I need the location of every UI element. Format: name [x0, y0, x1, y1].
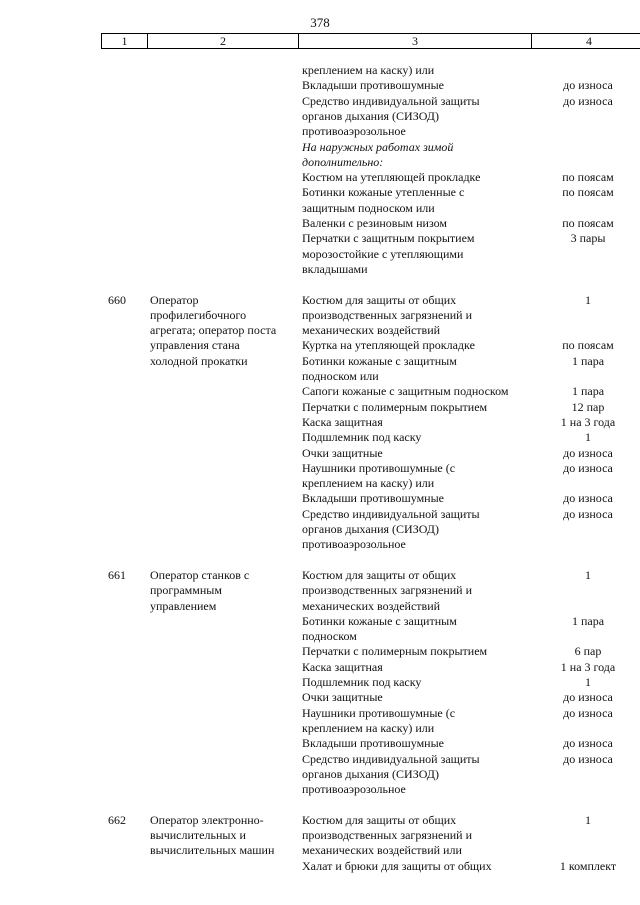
entry-number: 660	[108, 292, 126, 307]
issue-norm: 6 пар	[574, 644, 602, 659]
header-col-4: 4	[531, 33, 640, 49]
ppe-item: защитным подноском или	[302, 200, 435, 215]
ppe-item: дополнительно:	[302, 154, 384, 169]
profession-name: холодной прокатки	[150, 353, 248, 368]
ppe-item: Вкладыши противошумные	[302, 491, 444, 506]
ppe-item: Каска защитная	[302, 659, 383, 674]
ppe-item: креплением на каску) или	[302, 720, 435, 735]
ppe-item: Ботинки кожаные утепленные с	[302, 185, 465, 200]
ppe-item: Вкладыши противошумные	[302, 736, 444, 751]
ppe-item: Очки защитные	[302, 690, 383, 705]
ppe-item: Костюм для защиты от общих	[302, 292, 457, 307]
issue-norm: по поясам	[562, 338, 614, 353]
issue-norm: до износа	[563, 93, 613, 108]
issue-norm: 3 пары	[570, 231, 606, 246]
issue-norm: до износа	[563, 736, 613, 751]
profession-name: Оператор	[150, 292, 199, 307]
profession-name: профилегибочного	[150, 307, 247, 322]
profession-name: управлением	[150, 598, 217, 613]
issue-norm: 1 комплект	[559, 858, 617, 873]
issue-norm: до износа	[563, 751, 613, 766]
ppe-item: Халат и брюки для защиты от общих	[302, 858, 492, 873]
issue-norm: 1	[585, 292, 591, 307]
ppe-item: противоаэрозольное	[302, 537, 406, 552]
ppe-item: производственных загрязнений и	[302, 828, 473, 842]
issue-norm: 1	[585, 430, 591, 445]
ppe-item: Валенки с резиновым низом	[302, 216, 448, 230]
issue-norm: 1	[585, 812, 591, 827]
ppe-item: Ботинки кожаные с защитным	[302, 613, 457, 628]
header-col-3: 3	[298, 33, 531, 49]
ppe-item: морозостойкие с утепляющими	[302, 246, 464, 261]
ppe-item: производственных загрязнений и	[302, 583, 473, 598]
issue-norm: по поясам	[562, 216, 614, 230]
ppe-item: креплением на каску) или	[302, 63, 435, 77]
ppe-item: Куртка на утепляющей прокладке	[302, 338, 475, 353]
ppe-item: Перчатки с защитным покрытием	[302, 231, 475, 246]
issue-norm: до износа	[563, 506, 613, 521]
ppe-item: подноском или	[302, 369, 379, 383]
profession-name: вычислительных машин	[150, 843, 275, 858]
ppe-item: Средство индивидуальной защиты	[302, 93, 480, 108]
issue-norm: до износа	[563, 690, 613, 705]
ppe-item: органов дыхания (СИЗОД)	[302, 522, 439, 536]
ppe-item: Вкладыши противошумные	[302, 78, 444, 93]
ppe-item: Сапоги кожаные с защитным подноском	[302, 384, 509, 399]
ppe-item: Очки защитные	[302, 445, 383, 460]
issue-norm: 12 пар	[571, 399, 605, 414]
ppe-item: Ботинки кожаные с защитным	[302, 353, 457, 368]
profession-name: управления стана	[150, 338, 240, 353]
ppe-item: Наушники противошумные (с	[302, 705, 456, 720]
issue-norm: до износа	[563, 78, 613, 93]
page-number: 378	[310, 15, 330, 30]
ppe-item: Средство индивидуальной защиты	[302, 506, 480, 521]
ppe-item: органов дыхания (СИЗОД)	[302, 108, 439, 123]
ppe-item: Подшлемник под каску	[302, 675, 422, 689]
ppe-item: производственных загрязнений и	[302, 307, 473, 322]
issue-norm: 1 пара	[571, 384, 605, 399]
ppe-item: Каска защитная	[302, 414, 383, 429]
header-col-2: 2	[147, 33, 298, 49]
ppe-item: механических воздействий	[302, 598, 441, 613]
issue-norm: до износа	[563, 491, 613, 506]
ppe-item: подноском	[302, 629, 357, 644]
ppe-item: креплением на каску) или	[302, 476, 435, 491]
ppe-item: противоаэрозольное	[302, 782, 406, 797]
issue-norm: 1 пара	[571, 353, 605, 368]
issue-norm: до износа	[563, 445, 613, 460]
header-col-1: 1	[101, 33, 147, 49]
profession-name: вычислительных и	[150, 828, 246, 842]
issue-norm: до износа	[563, 705, 613, 720]
issue-norm: по поясам	[562, 185, 614, 200]
issue-norm: 1 на 3 года	[560, 414, 616, 429]
ppe-item: органов дыхания (СИЗОД)	[302, 766, 439, 781]
entry-number: 662	[108, 812, 126, 827]
ppe-item: Перчатки с полимерным покрытием	[302, 399, 488, 414]
issue-norm: 1	[585, 567, 591, 582]
ppe-item: Подшлемник под каску	[302, 430, 422, 445]
issue-norm: 1 пара	[571, 613, 605, 628]
profession-name: агрегата; оператор поста	[150, 323, 277, 338]
profession-name: Оператор станков с	[150, 567, 250, 582]
entry-number: 661	[108, 567, 126, 582]
ppe-item: Наушники противошумные (с	[302, 460, 456, 475]
ppe-item: Костюм на утепляющей прокладке	[302, 170, 481, 185]
ppe-item: противоаэрозольное	[302, 124, 406, 139]
ppe-item: Костюм для защиты от общих	[302, 567, 457, 582]
ppe-item: Средство индивидуальной защиты	[302, 751, 480, 766]
issue-norm: 1	[585, 675, 591, 689]
ppe-item: механических воздействий или	[302, 843, 462, 858]
profession-name: программным	[150, 583, 222, 598]
ppe-item: механических воздействий	[302, 323, 441, 338]
issue-norm: до износа	[563, 460, 613, 475]
ppe-item: Костюм для защиты от общих	[302, 812, 457, 827]
ppe-item: вкладышами	[302, 261, 368, 276]
issue-norm: по поясам	[562, 170, 614, 185]
ppe-item: На наружных работах зимой	[302, 139, 454, 154]
issue-norm: 1 на 3 года	[560, 659, 616, 674]
ppe-item: Перчатки с полимерным покрытием	[302, 644, 488, 659]
profession-name: Оператор электронно-	[150, 812, 264, 827]
